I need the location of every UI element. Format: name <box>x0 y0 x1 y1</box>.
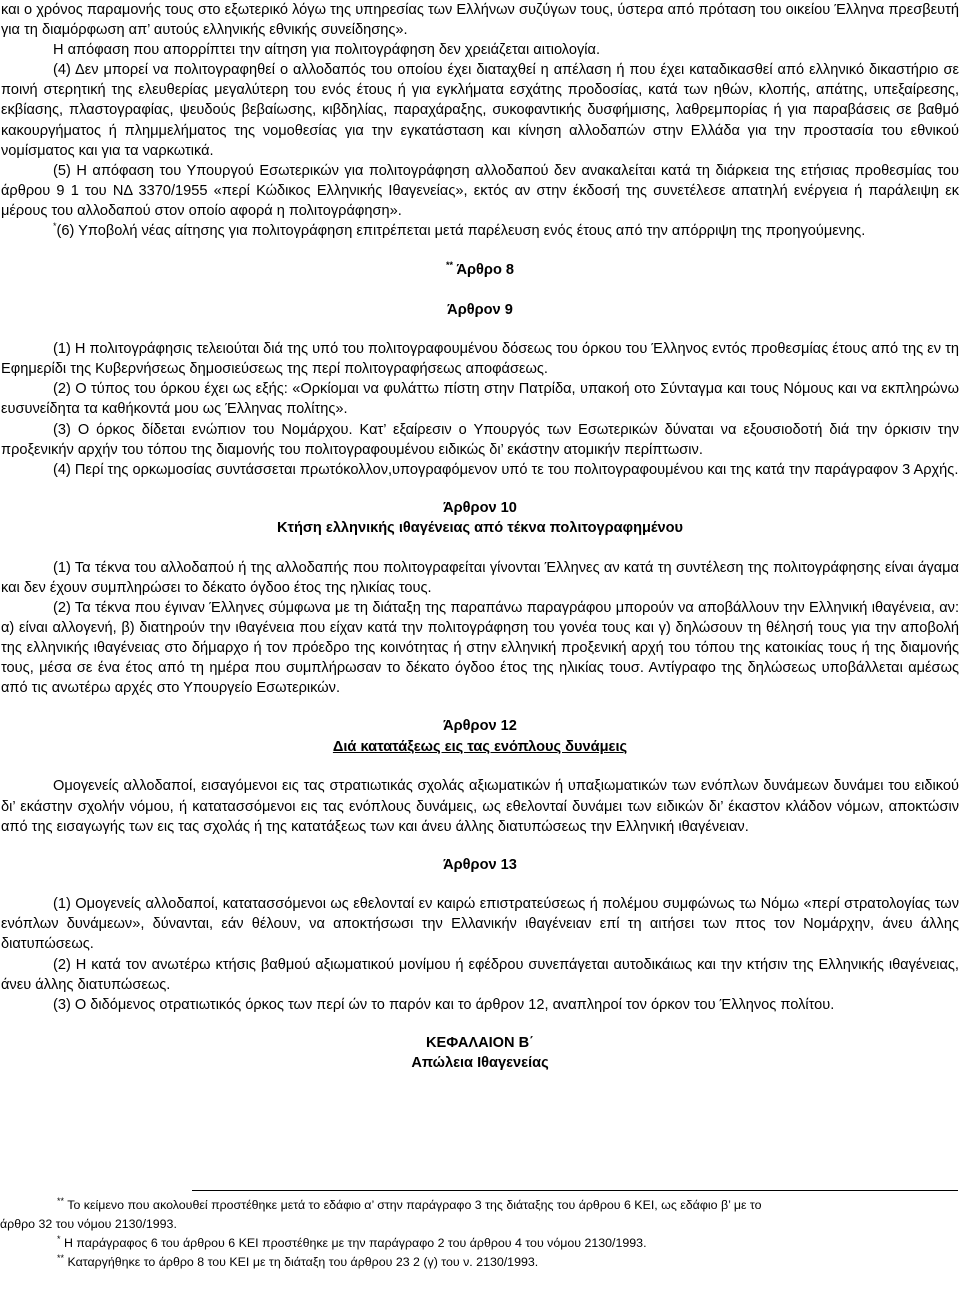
article-9-paragraph-2: (2) Ο τύπος του όρκου έχει ως εξής: «Ορκίομαι να φυλάττω πίστη στην Πατρίδα, υπακοή οτο Σύνταγμα και τους Νόμους και να εκπληρώνω ευσυνείδητα τα καθήκοντά μου ως Έλληνας πολίτης». <box>1 381 959 418</box>
paragraph-5-revocation: (5) Η απόφαση του Υπουργού Εσωτερικών για πολιτογράφηση αλλοδαπού δεν ανακαλείται κατά τη διάρκεια της ετήσιας προθεσμίας του άρθρου 9 1 του ΝΔ 3370/1955 «περί Κώδικος Ελληνικής Ιθαγενείας», εκτός αν στην έκδοσή της συνετέλεσε απατηλή ενέργεια ή παράλειψη εκ μέρους του αλλοδαπού στον οποίο αφορά η πολιτογράφηση». <box>1 162 959 219</box>
paragraph-continuation: και ο χρόνος παραμονής τους στο εξωτερικό λόγω της υπηρεσίας των Ελλήνων συζύγων τους, ύστερα από πρόταση του οικείου Έλληνα πρεσβευτή για τη διαμόρφωση απ’ αυτούς ελληνικής εθνικής συνείδησης». <box>1 2 959 39</box>
footnote-divider <box>192 1190 958 1191</box>
article-10-paragraph-2: (2) Τα τέκνα που έγιναν Έλληνες σύμφωνα με τη διάταξη της παραπάνω παραγράφου μπορούν να αποβάλλουν την Ελληνική ιθαγένεια, αν: α) είναι αλλογενή, β) διατηρούν την ιθαγένεια που είχαν κατά την πολιτογράφηση του γονέα τους και γ) δηλώσουν τη θέλησή τους για την αποβολή της ελληνικής ιθαγένειας στο δήμαρχο ή τον πρόεδρο της κοινότητας ή στην ελληνική προξενική αρχή του τόπου της κατοικίας τους ή της διαμονής τους, μέσα σε ένα έτος από τη ημέρα που συμπλήρωσαν το δέκατο όγδοο έτος της ηλικίας τουσ. Αντίγραφο της δηλώσεως υποβάλλεται αμέσως από τις ανωτέρω αρχές στο Υπουργείο Εσωτερικών. <box>1 599 959 697</box>
article-13-paragraph-2: (2) Η κατά τον ανωτέρω κτήσις βαθμού αξιωματικού μονίμου ή εφέδρου συνεπάγεται αυτοδικάιως και την κτήσιν της Ελληνικής ιθαγένειας, άνευ άλλης διατυπώσεως. <box>1 956 959 993</box>
article-9-paragraph-3: (3) Ο όρκος δίδεται ενώπιον του Νομάρχου. Κατ’ εξαίρεσιν ο Υπουργός των Εσωτερικών δύναται να εξουσιοδοτή διά την όρκισιν την προξενικήν αρχήν του τόπου της διαμονής του πολιτογραφουμένου ειδικώς δι’ εκάστην ατομικήν περίπτωσιν. <box>1 421 959 458</box>
article-9-paragraph-4: (4) Περί της ορκωμοσίας συντάσσεται πρωτόκολλον,υπογραφόμενον υπό τε του πολιτογραφουμένου και της κατά την παράγραφον 3 Αρχής. <box>53 461 959 478</box>
article-8-title: ** Άρθρο 8 <box>445 260 515 279</box>
footnote-2: * Η παράγραφος 6 του άρθρου 6 ΚΕΙ προστέθηκε με την παράγραφο 2 του άρθρου 4 του νόμου 2130/1993. <box>57 1233 647 1250</box>
article-12-subtitle: Διά κατατάξεως εις τας ενόπλους δυνάμεις <box>332 738 628 755</box>
paragraph-6-new-application: *(6) Υποβολή νέας αίτησης για πολιτογράφηση επιτρέπεται μετά παρέλευση ενός έτους από την απόρριψη της προηγούμενης. <box>53 221 866 240</box>
footnote-marker: ** <box>445 260 453 271</box>
paragraph-4-exclusions: (4) Δεν μπορεί να πολιτογραφηθεί ο αλλοδαπός του οποίου έχει διαταχθεί η απέλαση ή που έχει καταδικασθεί από ελληνικό δικαστήριο σε ποινή στερητική της ελευθερίας μεγαλύτερη του ενός έτους ή για εγκλήματα εσχάτης προδοσίας, κατά των ηθών, κλοπής, απάτης, υπεξαίρεσης, εκβίασης, πλαστογραφίας, ψευδούς βεβαίωσης, κιβδηλίας, παραχάραξης, συκοφαντικής δυσφήμισης, λαθρεμπορίας ή για παραβάσεις σε βαθμό κακουργήματος ή πλημμελήματος της νομοθεσίας για την εγκατάσταση και κίνηση αλλοδαπών στην Ελλάδα για την προστασία του εθνικού νομίσματος και για τα ναρκωτικά. <box>1 62 959 159</box>
chapter-subtitle: Απώλεια Ιθαγενείας <box>411 1055 549 1072</box>
footnote-marker: * <box>53 221 57 232</box>
article-10-paragraph-1: (1) Τα τέκνα του αλλοδαπού ή της αλλοδαπής που πολιτογραφείται γίνονται Έλληνες αν κατά τη συντέλεση της πολιτογράφησης είναι άγαμα και δεν έχουν συμπληρώσει το δέκατο όγδοο έτος της ηλικίας τους. <box>1 559 959 596</box>
paragraph-rejection-no-reasoning: Η απόφαση που απορρίπτει την αίτηση για πολιτογράφηση δεν χρειάζεται αιτιολογία. <box>53 42 601 59</box>
article-12-paragraph: Ομογενείς αλλοδαποί, εισαγόμενοι εις τας στρατιωτικάς σχολάς αξιωματικών ή υπαξιωματικών των ενόπλων δυνάμεων δυνάμει του ειδικού δι’ εκάστην σχολήν νόμου, ή κατατασσόμενοι εις τας ενόπλους δυνάμεις, ως εθελονταί δυνάμει των ειδικών δι’ έκαστον κλάδον νόμων, αποκτώσιν από της εισαγωγής των εις τας σχολάς ή της κατατάξεως των και άνευ άλλης διατυπώσεως την Ελληνική ιθαγένειαν. <box>1 778 959 835</box>
article-12-title: Άρθρον 12 <box>443 718 517 735</box>
article-9-title: Άρθρον 9 <box>447 301 513 318</box>
chapter-title: ΚΕΦΑΛΑΙΟΝ Β΄ <box>425 1034 535 1051</box>
article-13-paragraph-3: (3) Ο διδόμενος οτρατιωτικός όρκος των περί ών το παρόν και το άρθρον 12, αναπληροί τον όρκον του Έλληνος πολίτου. <box>53 996 835 1013</box>
article-10-subtitle: Κτήση ελληνικής ιθαγένειας από τέκνα πολιτογραφημένου <box>276 520 684 537</box>
article-10-title: Άρθρον 10 <box>443 499 517 516</box>
footnote-1: ** Το κείμενο που ακολουθεί προστέθηκε μετά το εδάφιο α’ στην παράγραφο 3 της διάταξης του άρθρου 6 ΚΕΙ, ως εδάφιο β’ με το άρθρο 32 του νόμου 2130/1993. <box>0 1195 762 1231</box>
article-13-title: Άρθρον 13 <box>443 856 517 873</box>
article-9-paragraph-1: (1) Η πολιτογράφησις τελειούται διά της υπό του πολιτογραφουμένου δόσεως του όρκου του Έλληνος εντός προθεσμίας έτους από της εν τη Εφημερίδι της Κυβερνήσεως δημοσιεύσεως της περί πολιτογραφήσεως αποφάσεως. <box>1 341 959 378</box>
article-13-paragraph-1: (1) Ομογενείς αλλοδαποί, κατατασσόμενοι ως εθελονταί εν καιρώ επιστρατεύσεως ή πολέμου συμφώνως τω Νόμω «περί στρατολογίας των ενόπλων δυνάμεων», δύνανται, εάν θέλουν, να αποκτήσωσι την Ελλανικήν ιθαγένειαν επί τη αιτήσει των πτος τον Νομάρχην, άνευ άλλης διατυπώσεως. <box>1 896 959 953</box>
footnote-3: ** Καταργήθηκε το άρθρο 8 του ΚΕΙ με τη διάταξη του άρθρου 23 2 (γ) του ν. 2130/1993. <box>57 1252 539 1269</box>
